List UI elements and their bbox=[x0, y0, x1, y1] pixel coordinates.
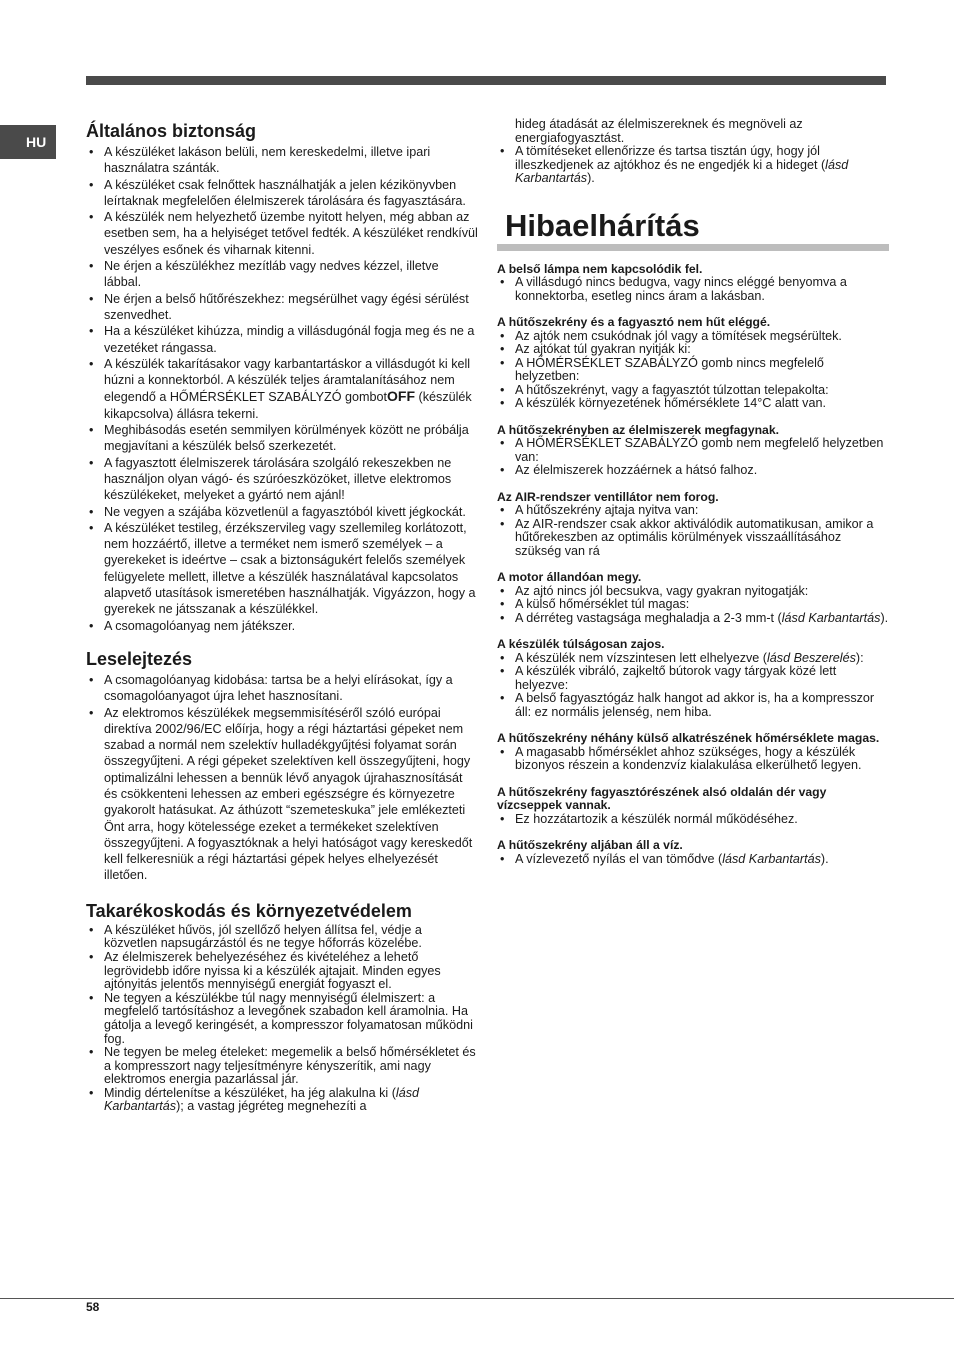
item-text: ): bbox=[855, 650, 864, 665]
cross-reference: lásd Karbantartás bbox=[722, 851, 821, 866]
left-column bbox=[86, 120, 478, 1114]
troubleshooting-title: Hibaelhárítás bbox=[497, 208, 889, 251]
list-item: • Az ajtókat túl gyakran nyitják ki: bbox=[497, 343, 889, 357]
problem-heading: A hűtőszekrény fagyasztórészének alsó oldalán dér vagy vízcseppek vannak. bbox=[497, 784, 827, 813]
problem-heading: A hűtőszekrényben az élelmiszerek megfagynak. bbox=[497, 422, 780, 437]
problem-causes bbox=[497, 504, 889, 558]
list-item: • Az ajtók nem csukódnak jól vagy a tömítések megsérültek. bbox=[497, 330, 889, 344]
problem-causes bbox=[497, 652, 889, 720]
list-item: • A készülék környezetének hőmérséklete 14°C alatt van. bbox=[497, 397, 889, 411]
item-text: ). bbox=[820, 851, 829, 866]
right-column bbox=[497, 118, 889, 866]
list-item bbox=[497, 612, 889, 626]
item-text: A vízlevezető nyílás el van tömődve ( bbox=[515, 851, 723, 866]
list-item: • A csomagolóanyag nem játékszer. bbox=[86, 618, 478, 634]
list-item: • A készülék vibráló, zajkeltő bútorok vagy tárgyak közé lett helyezve: bbox=[497, 665, 889, 692]
list-item: • Az elektromos készülékek megsemmisítéséről szóló európai direktíva 2002/96/EC előírja, hogy a régi háztartási gépeket nem szabad a normál nem szelektív hulladékgyűjtési folyamat során összegyűjteni. A régi gépeket szelektíven kell összegyűjteni, hogy optimalizálni lehessen a bennük lévő anyagok újrahasznosítását és csökkenteni lehessen az emberi egészségre és környezetre gyakorolt hatásukat. Az áthúzott “szemeteskuka” jele emlékezteti Önt arra, hogy kötelessége ezeket a termékeket szelektíven összegyűjteni. A fogyasztóknak a helyi hatóságot vagy kereskedőt kell felkeresniük a régi háztartási gépek helyes elhelyezését illetően. bbox=[86, 705, 478, 884]
list-item: • A belső fagyasztógáz halk hangot ad akkor is, ha a kompresszor áll: ez normális jelenség, nem hiba. bbox=[497, 692, 889, 719]
list-item bbox=[497, 145, 889, 186]
list-item: • Ez hozzátartozik a készülék normál működéséhez. bbox=[497, 813, 889, 827]
list-item: • A készülék nem helyezhető üzembe nyitott helyen, még abban az esetben sem, ha a helyiséget tetővel fedték. A készüléket rendkívül veszélyes esőnek és viharnak kitenni. bbox=[86, 209, 478, 258]
item-text: ). bbox=[880, 610, 889, 625]
list-item: • Ne érjen a készülékhez mezítláb vagy nedves kézzel, illetve lábbal. bbox=[86, 258, 478, 291]
item-text: ); a vastag jégréteg megnehezíti a bbox=[176, 1099, 367, 1114]
list-item: • A külső hőmérséklet túl magas: bbox=[497, 598, 889, 612]
item-text: A készülék nem vízszintesen lett elhelyezve ( bbox=[515, 650, 767, 665]
seal-list bbox=[497, 145, 889, 186]
list-item: • Meghibásodás esetén semmilyen körülmények között ne próbálja megjavítani a készülék belső szerkezetét. bbox=[86, 422, 478, 455]
energy-saving-list bbox=[86, 924, 478, 1114]
disposal-list bbox=[86, 672, 478, 884]
list-item: • Ne tegyen be meleg ételeket: megemelik a belső hőmérsékletet és a kompresszort nagy teljesítményre kényszerítik, ami nagy elektromos energia pazarlással jár. bbox=[86, 1046, 478, 1087]
cross-reference: lásd Karbantartás bbox=[104, 1085, 420, 1114]
top-rule bbox=[86, 76, 886, 85]
item-text: Mindig dértelenítse a készüléket, ha jég alakulna ki ( bbox=[104, 1085, 396, 1100]
language-tab: HU bbox=[0, 125, 56, 159]
problem-heading: A motor állandóan megy. bbox=[497, 570, 642, 585]
cross-reference: lásd Beszerelés bbox=[767, 650, 856, 665]
list-item bbox=[86, 1087, 478, 1114]
list-item: • Ne érjen a belső hűtőrészekhez: megsérülhet vagy égési sérülést szenvedhet. bbox=[86, 291, 478, 324]
problem-causes bbox=[497, 853, 889, 867]
page-number: 58 bbox=[86, 1300, 100, 1314]
list-item bbox=[497, 853, 889, 867]
list-item: • A magasabb hőmérséklet ahhoz szükséges, hogy a készülék bizonyos részein a kondenzvíz kialakulása elkerülhető legyen. bbox=[497, 746, 889, 773]
list-item: • A készüléket csak felnőttek használhatják a jelen kézikönyvben leírtaknak megfelelően élelmiszerek tárolására és fagyasztására. bbox=[86, 177, 478, 210]
off-label: OFF bbox=[387, 388, 416, 405]
problem-heading: A hűtőszekrény aljában áll a víz. bbox=[497, 838, 683, 853]
problem-causes bbox=[497, 330, 889, 411]
item-text: ). bbox=[587, 171, 595, 186]
problem-heading: Az AIR-rendszer ventillátor nem forog. bbox=[497, 489, 719, 504]
problem-causes bbox=[497, 813, 889, 827]
problem-heading: A hűtőszekrény és a fagyasztó nem hűt eléggé. bbox=[497, 315, 771, 330]
section-title-general-safety: Általános biztonság bbox=[86, 121, 257, 141]
continued-text: hideg átadását az élelmiszereknek és megnöveli az energiafogyasztást. bbox=[515, 117, 803, 145]
list-item: • A fagyasztott élelmiszerek tárolására szolgáló rekeszekben ne használjon olyan vágó- és szúróeszközöket, illetve elektromos készülékeket, melyeket a gyártó nem ajánl! bbox=[86, 455, 478, 504]
item-text: A dérréteg vastagsága meghaladja a 2-3 mm-t ( bbox=[515, 610, 782, 625]
problem-heading: A belső lámpa nem kapcsolódik fel. bbox=[497, 261, 703, 276]
list-item: • A hűtőszekrényt, vagy a fagyasztót túlzottan telepakolta: bbox=[497, 384, 889, 398]
cross-reference: lásd Karbantartás bbox=[781, 610, 881, 625]
list-item: • A készüléket lakáson belüli, nem kereskedelmi, illetve ipari használatra szánták. bbox=[86, 144, 478, 177]
list-item: • Az élelmiszerek behelyezéséhez és kivételéhez a lehető legrövidebb időre nyissa ki a készülék ajtajait. Minden egyes ajtónyitás jelentős mennyiségű energiát fogyaszt el. bbox=[86, 951, 478, 992]
list-item: • Ha a készüléket kihúzza, mindig a villásdugónál fogja meg és ne a vezetéket rángassa. bbox=[86, 323, 478, 356]
section-title-energy-saving: Takarékoskodás és környezetvédelem bbox=[86, 900, 412, 921]
list-item bbox=[86, 356, 478, 422]
problem-causes bbox=[497, 746, 889, 773]
item-text: A készülék takarításakor vagy karbantartáskor a villásdugót ki kell húzni a konnektorból. A készülék teljes áramtalanításához nem elegendő a HŐMÉRSÉKLET SZABÁLYZÓ gombot bbox=[104, 356, 471, 405]
list-item: • Az ajtó nincs jól becsukva, vagy gyakran nyitogatják: bbox=[497, 585, 889, 599]
list-item: • Ne vegyen a szájába közvetlenül a fagyasztóból kivett jégkockát. bbox=[86, 504, 478, 520]
list-item: • A HŐMÉRSÉKLET SZABÁLYZÓ gomb nincs megfelelő helyzetben: bbox=[497, 357, 889, 384]
section-title-disposal: Leselejtezés bbox=[86, 648, 193, 669]
list-item bbox=[497, 652, 889, 666]
problem-causes bbox=[497, 437, 889, 478]
list-item: • A készüléket testileg, érzékszervileg vagy szellemileg korlátozott, nem hozzáértő, illetve a terméket nem ismerő személyek – a gyerekeket is ideértve – csak a biztonságukért felelős személyek felügyelete mellett, illetve a készülék használatával kapcsolatos alapvető utasítások ismeretében használhatják. Vigyázzon, hogy a gyerekek ne játsszanak a készülékkel. bbox=[86, 520, 478, 618]
problem-causes bbox=[497, 276, 889, 303]
list-item: • A készüléket hűvös, jól szellőző helyen állítsa fel, védje a közvetlen napsugárzástól és ne tegye hőforrás közelébe. bbox=[86, 924, 478, 951]
list-item: • Az AIR-rendszer csak akkor aktiválódik automatikusan, amikor a hűtőrekeszben az optimális körülmények visszaállításához szükség van rá bbox=[497, 518, 889, 559]
cross-reference: lásd Karbantartás bbox=[515, 157, 849, 186]
problem-heading: A készülék túlságosan zajos. bbox=[497, 637, 665, 652]
list-item: • A villásdugó nincs bedugva, vagy nincs eléggé benyomva a konnektorba, esetleg nincs áram a lakásban. bbox=[497, 276, 889, 303]
list-item: • A hűtőszekrény ajtaja nyitva van: bbox=[497, 504, 889, 518]
footer-rule bbox=[0, 1298, 954, 1299]
general-safety-list bbox=[86, 144, 478, 634]
list-item: • A HŐMÉRSÉKLET SZABÁLYZÓ gomb nem megfelelő helyzetben van: bbox=[497, 437, 889, 464]
item-text: (készülék kikapcsolva) állásra tekerni. bbox=[104, 390, 472, 421]
list-item: • A csomagolóanyag kidobása: tartsa be a helyi elírásokat, így a csomagolóanyagot újra lehet hasznosítani. bbox=[86, 672, 478, 705]
problem-causes bbox=[497, 585, 889, 626]
list-item: • Ne tegyen a készülékbe túl nagy mennyiségű élelmiszert: a megfelelő tartósításhoz a levegőnek szabadon kell áramolnia. Ha gátolja a levegő keringését, a kompresszor folyamatosan működni fog. bbox=[86, 992, 478, 1046]
problem-heading: A hűtőszekrény néhány külső alkatrészének hőmérséklete magas. bbox=[497, 731, 880, 746]
item-text: A tömítéseket ellenőrizze és tartsa tisztán úgy, hogy jól illeszkedjenek az ajtókhoz és ne engedjék ki a hideget ( bbox=[515, 144, 826, 172]
list-item: • Az élelmiszerek hozzáérnek a hátsó falhoz. bbox=[497, 464, 889, 478]
